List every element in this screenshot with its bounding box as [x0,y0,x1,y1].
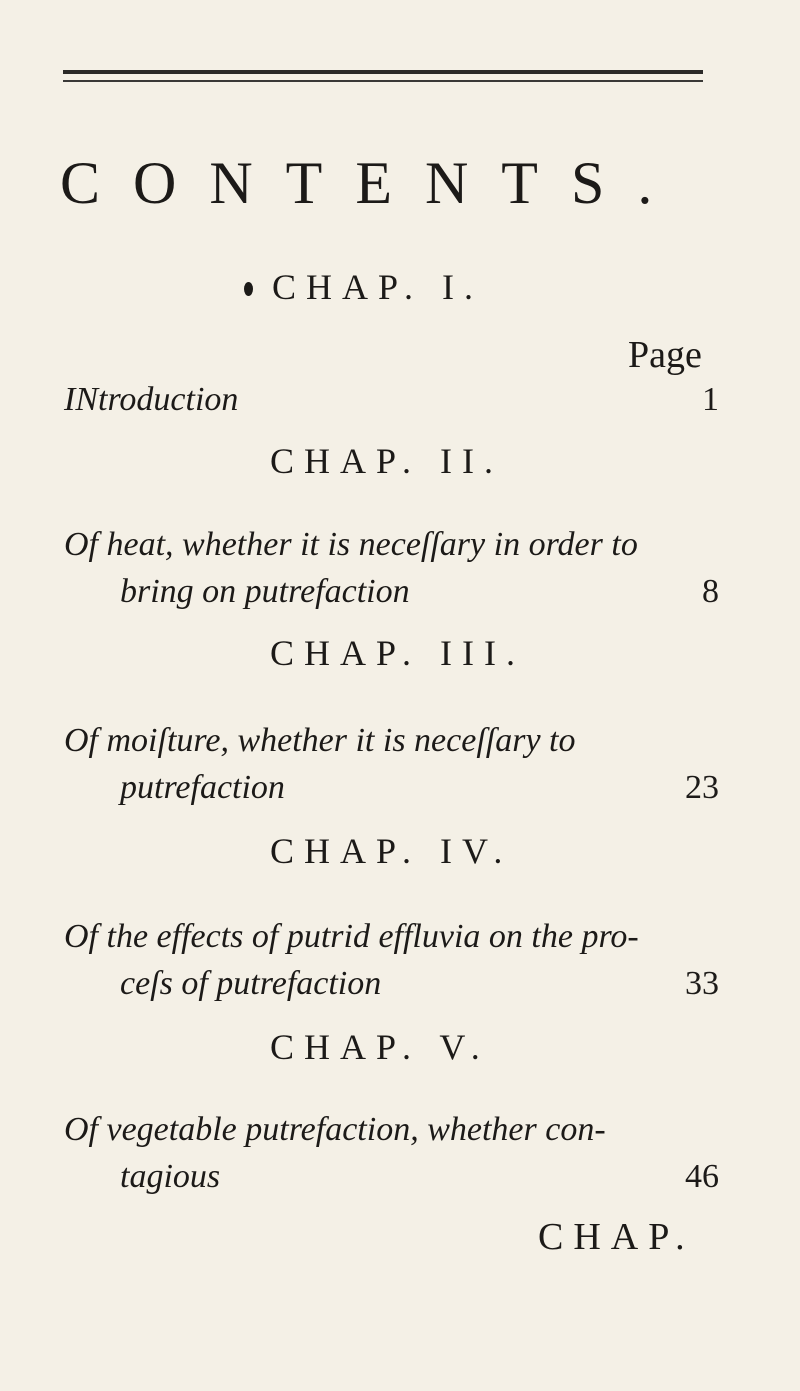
chapter-5-title-line-1: Of vegetable putrefaction, whether con- [64,1111,606,1148]
chapter-4-title-line-1: Of the effects of putrid effluvia on the pro- [64,918,639,955]
chapter-3-title-line-1: Of moiſture, whether it is neceſſary to [64,722,576,759]
chapter-1-title: INtroduction [64,381,239,418]
top-rule-thick [63,70,703,74]
chapter-2-label: CHAP. II. [270,441,504,481]
chapter-4-page: 33 [685,965,719,1002]
chapter-4-label: CHAP. IV. [270,831,513,871]
chapter-3-label: CHAP. III. [270,633,526,673]
chapter-4-entry [64,914,719,960]
chapter-1-entry [64,377,719,423]
catchword: CHAP. [538,1216,695,1258]
chapter-5-label: CHAP. V. [270,1027,490,1067]
chapter-2-entry-cont [120,569,719,615]
chapter-3-entry [64,718,719,764]
page-column-label: Page [628,334,702,376]
chapter-2-page: 8 [702,573,719,610]
chapter-5-entry-cont [120,1154,719,1200]
chapter-5-page: 46 [685,1158,719,1195]
chapter-3-page: 23 [685,769,719,806]
chapter-1-page: 1 [702,381,719,418]
chapter-3-entry-cont [120,765,719,811]
contents-heading: CONTENTS. [60,150,686,216]
chapter-4-title-line-2: ceſs of putrefaction [120,965,382,1002]
top-rule-thin [63,80,703,82]
chapter-5-entry [64,1107,719,1153]
chapter-2-title-line-2: bring on putrefaction [120,573,410,610]
ornament-dot-icon [244,282,253,296]
chapter-2-title-line-1: Of heat, whether it is neceſſary in order to [64,526,638,563]
chapter-2-entry [64,522,719,568]
chapter-5-title-line-2: tagious [120,1158,221,1195]
chapter-3-title-line-2: putrefaction [120,769,285,806]
chapter-4-entry-cont [120,961,719,1007]
chapter-1-label: CHAP. I. [272,267,484,307]
